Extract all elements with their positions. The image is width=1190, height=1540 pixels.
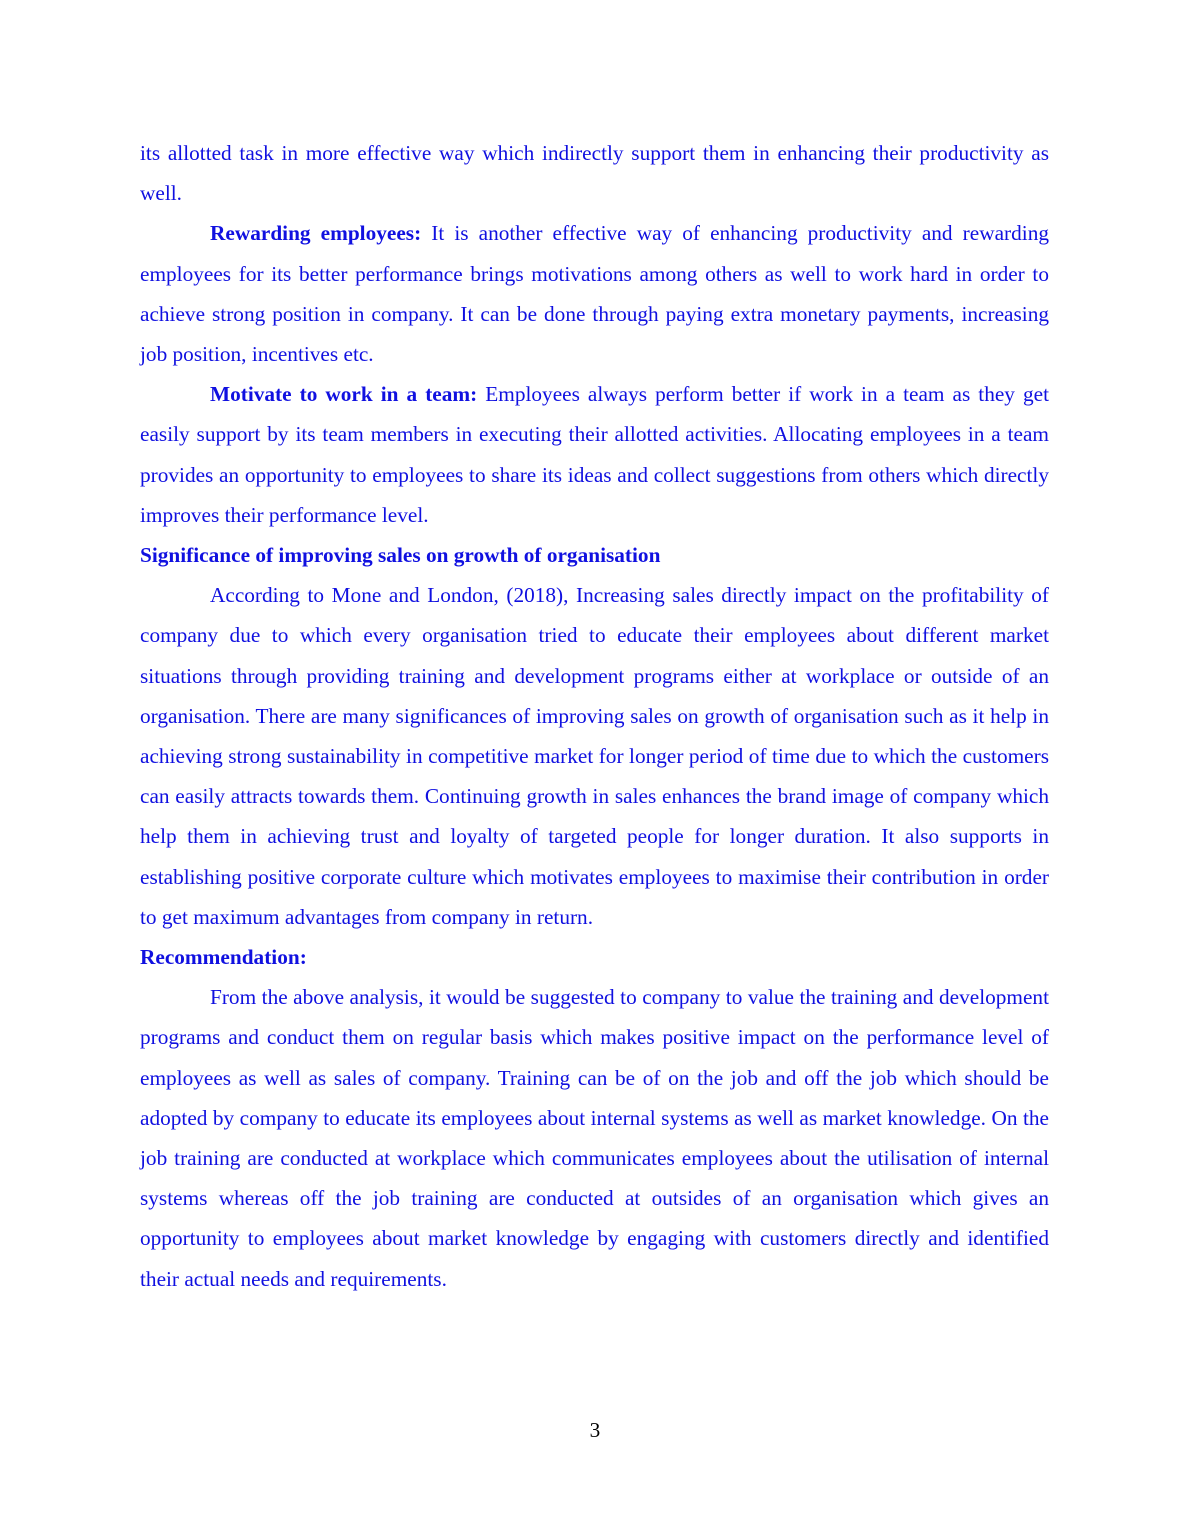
paragraph-text: Employees always perform better if work in a team as they get easily support by its team members in executing their allotted activities. Allocating employees in a team provides an opportunity to employees to share its ideas and collect suggestions from others which directly improves their performance level. bbox=[140, 382, 1049, 527]
section-heading-recommendation: Recommendation: bbox=[140, 945, 307, 970]
paragraph-text: its allotted task in more effective way which indirectly support them in enhancing their productivity as well. bbox=[140, 141, 1049, 206]
paragraph-lead: Motivate to work in a team: bbox=[210, 382, 478, 407]
paragraph-text: It is another effective way of enhancing productivity and rewarding employees for its better performance brings motivations among others as well to work hard in order to achieve strong position in company. It can be done through paying extra monetary payments, increasing job position, incentives etc. bbox=[140, 221, 1049, 367]
paragraph-rewarding-employees bbox=[140, 213, 1049, 374]
paragraph-significance bbox=[140, 575, 1049, 937]
section-heading-significance: Significance of improving sales on growth of organisation bbox=[140, 543, 661, 568]
page-number: 3 bbox=[589, 1418, 601, 1442]
paragraph-text: According to Mone and London, (2018), Increasing sales directly impact on the profitability of company due to which every organisation tried to educate their employees about different market situations through providing training and development programs either at workplace or outside of an organisation. There are many significances of improving sales on growth of organisation such as it help in achieving strong sustainability in competitive market for longer period of time due to which the customers can easily attracts towards them. Continuing growth in sales enhances the brand image of company which help them in achieving trust and loyalty of targeted people for longer duration. It also supports in establishing positive corporate culture which motivates employees to maximise their contribution in order to get maximum advantages from company in return. bbox=[140, 583, 1049, 929]
document-body bbox=[140, 133, 1049, 1299]
paragraph-lead: Rewarding employees: bbox=[210, 221, 422, 246]
paragraph-text: From the above analysis, it would be suggested to company to value the training and development programs and conduct them on regular basis which makes positive impact on the performance level of employees as well as sales of company. Training can be of on the job and off the job which should be adopted by company to educate its employees about internal systems as well as market knowledge. On the job training are conducted at workplace which communicates employees about the utilisation of internal systems whereas off the job training are conducted at outsides of an organisation which gives an opportunity to employees about market knowledge by engaging with customers directly and identified their actual needs and requirements. bbox=[140, 985, 1049, 1291]
paragraph-recommendation bbox=[140, 977, 1049, 1299]
paragraph-motivate-team bbox=[140, 374, 1049, 535]
paragraph-continuation bbox=[140, 133, 1049, 213]
